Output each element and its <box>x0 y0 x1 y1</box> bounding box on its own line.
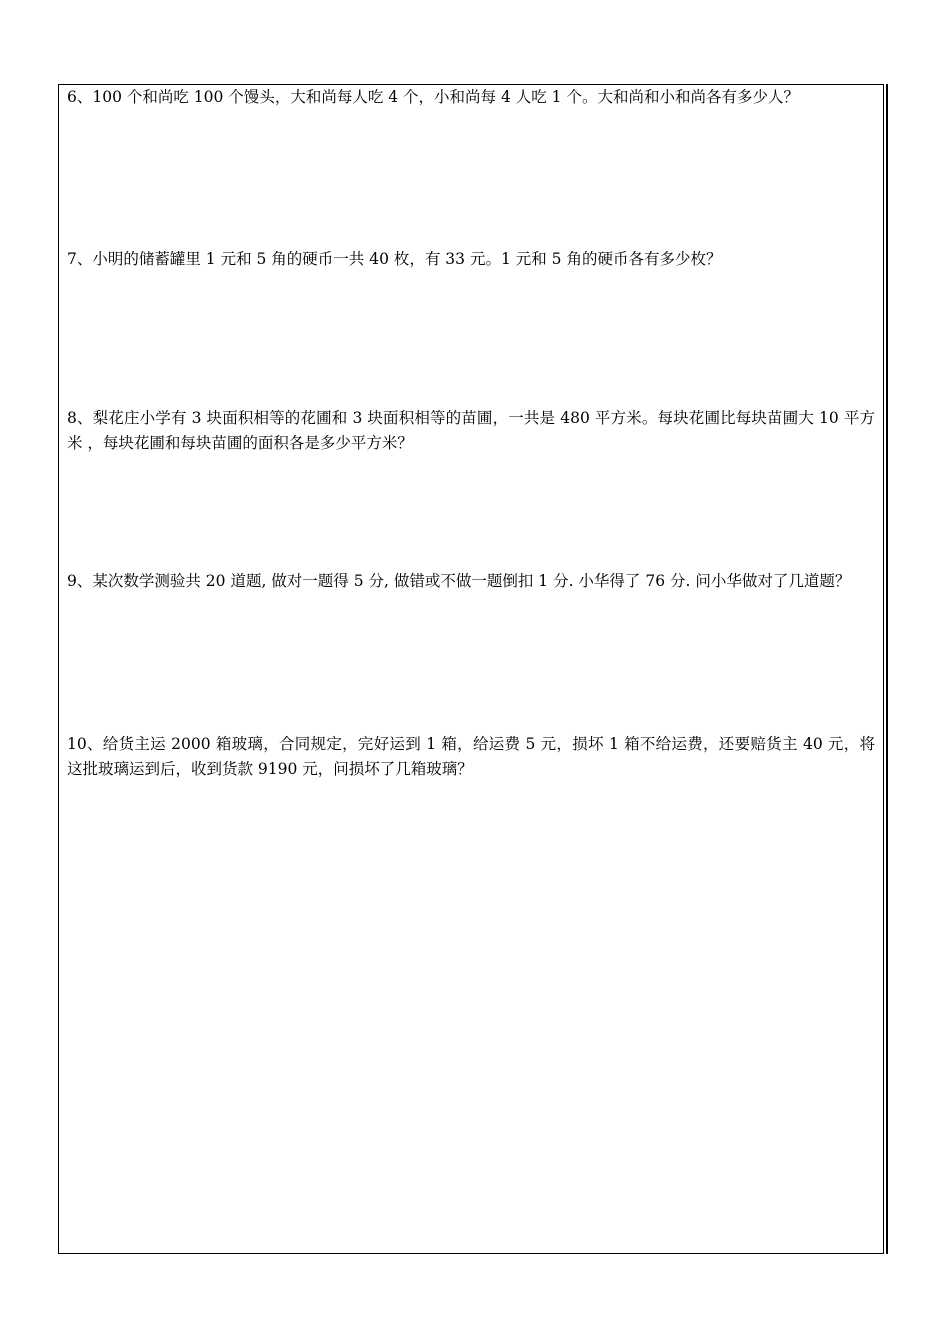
question-9: 9、某次数学测验共 20 道题, 做对一题得 5 分, 做错或不做一题倒扣 1 分. 小华得了 76 分. 问小华做对了几道题？ <box>67 572 851 590</box>
question-7: 7、小明的储蓄罐里 1 元和 5 角的硬币一共 40 枚，有 33 元。1 元和 5 角的硬币各有多少枚？ <box>67 250 722 268</box>
question-6: 6、100 个和尚吃 100 个馒头，大和尚每人吃 4 个，小和尚每 4 人吃 1 个。大和尚和小和尚各有多少人？ <box>67 88 799 106</box>
question-8: 8、梨花庄小学有 3 块面积相等的花圃和 3 块面积相等的苗圃，一共是 480 平方米。每块花圃比每块苗圃大 10 平方米 ，每块花圃和每块苗圃的面积各是多少平方米？ <box>67 409 875 452</box>
question-10: 10、给货主运 2000 箱玻璃，合同规定，完好运到 1 箱，给运费 5 元，损坏 1 箱不给运费，还要赔货主 40 元，将这批玻璃运到后，收到货款 9190 元，问损坏了几箱玻璃？ <box>67 735 875 778</box>
worksheet-frame <box>58 84 884 1254</box>
